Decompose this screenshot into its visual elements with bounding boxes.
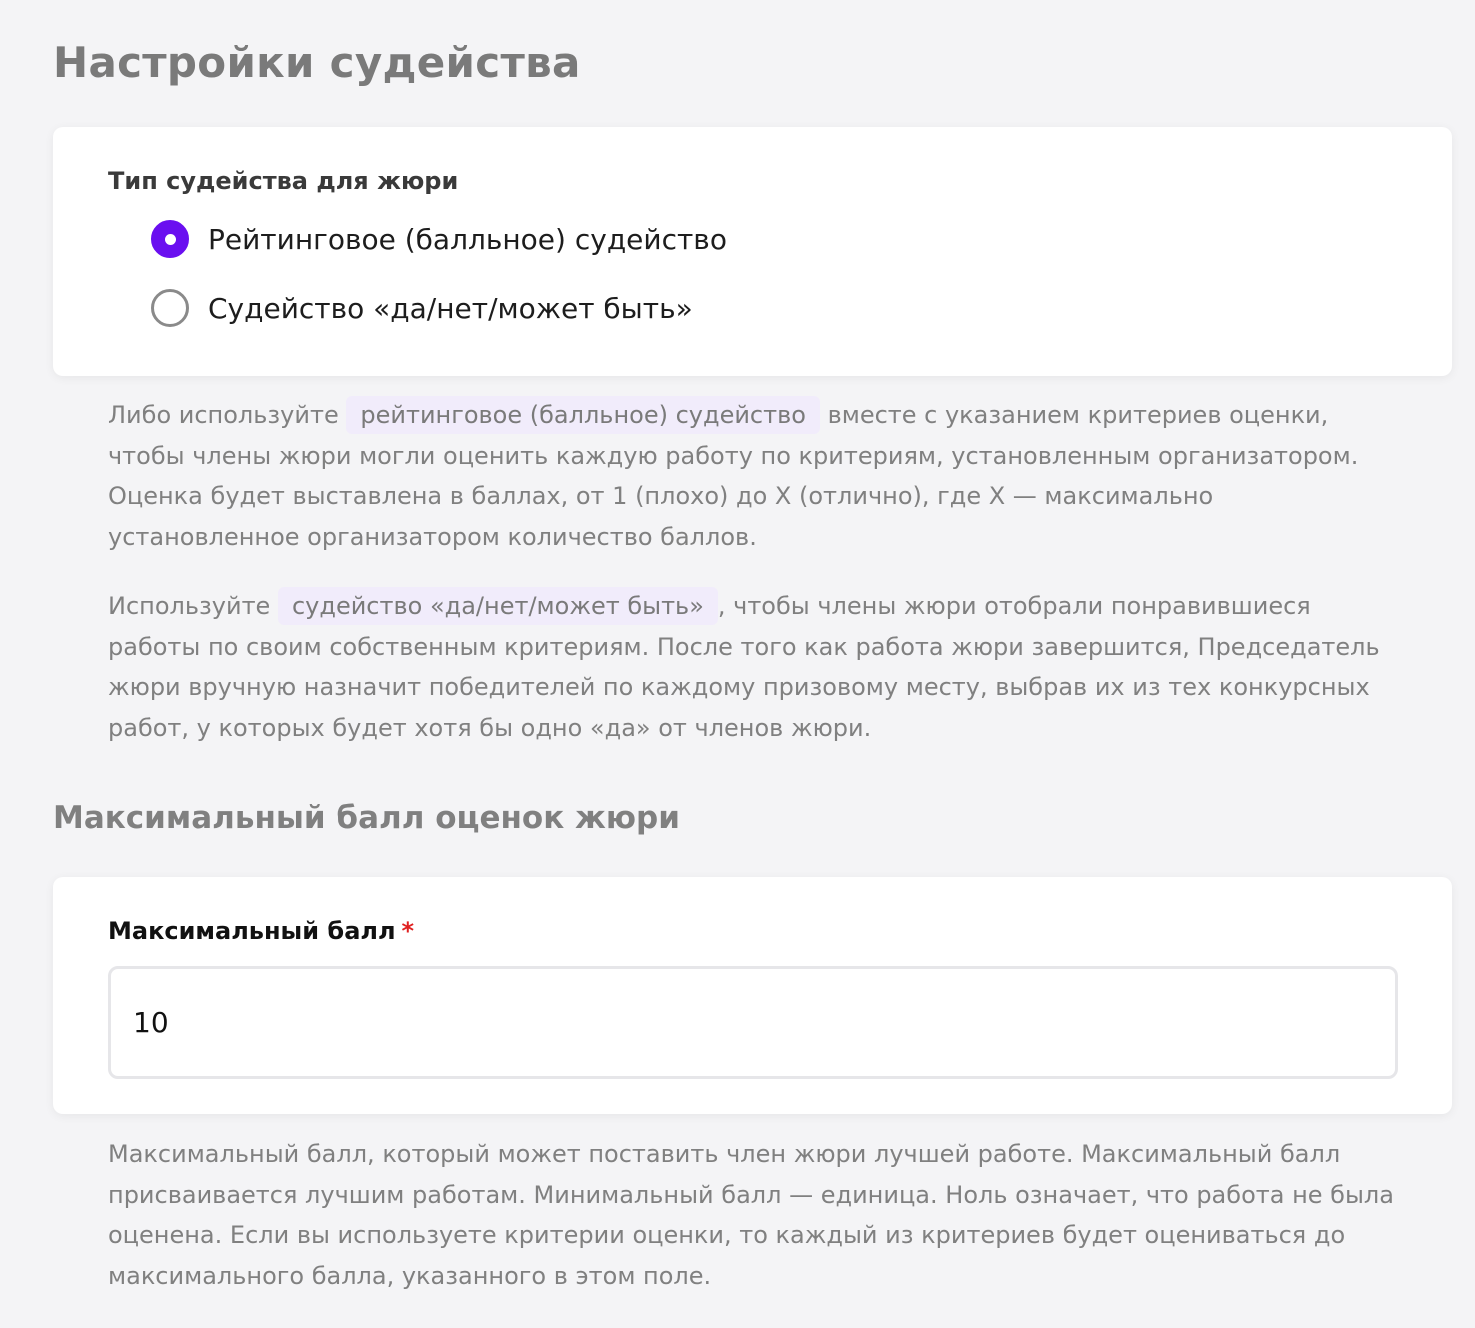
rating-judging-chip: рейтинговое (балльное) судейство — [346, 396, 820, 434]
yes-no-judging-chip: судейство «да/нет/может быть» — [278, 587, 718, 625]
description-text: , чтобы члены жюри отобрали понравившиеся работы по своим собственным критериям. После того как работа жюри завершится, Председатель жюри вручную назначит победителей по каждому призовому месту, выбрав их из тех конкурсных работ, у которых будет хотя бы одно «да» от членов жюри. — [108, 592, 1380, 742]
max-score-input[interactable] — [108, 966, 1398, 1079]
radio-option-rating[interactable] — [151, 220, 727, 258]
max-score-label-text: Максимальный балл — [108, 917, 396, 945]
radio-unchecked-icon[interactable] — [151, 289, 189, 327]
max-score-card — [53, 877, 1452, 1114]
radio-option-rating-label[interactable]: Рейтинговое (балльное) судейство — [208, 222, 727, 256]
radio-option-yes-no-maybe-label[interactable]: Судейство «да/нет/может быть» — [208, 291, 693, 325]
yes-no-judging-description — [108, 586, 1408, 748]
rating-judging-description — [108, 395, 1408, 557]
judging-type-card — [53, 127, 1452, 376]
max-score-label — [108, 917, 414, 945]
description-text: Используйте — [108, 592, 278, 620]
max-score-section-title: Максимальный балл оценок жюри — [53, 800, 680, 836]
max-score-help-text: Максимальный балл, который может поставить член жюри лучшей работе. Максимальный балл присваивается лучшим работам. Минимальный балл — единица. Ноль означает, что работа не была оценена. Если вы используете критерии оценки, то каждый из критериев будет оцениваться до максимального балла, указанного в этом поле. — [108, 1140, 1394, 1290]
radio-checked-icon[interactable] — [151, 220, 189, 258]
judging-type-label: Тип судейства для жюри — [108, 167, 459, 195]
description-text: Либо используйте — [108, 401, 347, 429]
radio-option-yes-no-maybe[interactable] — [151, 289, 693, 327]
required-mark: * — [401, 917, 415, 945]
description-text: вместе с указанием критериев оценки, чтобы члены жюри могли оценить каждую работу по критериям, установленным организатором. Оценка будет выставлена в баллах, от 1 (плохо) до X (отлично), где X — максимально установленное организатором количество баллов. — [108, 401, 1359, 551]
page-title: Настройки судейства — [53, 38, 581, 87]
